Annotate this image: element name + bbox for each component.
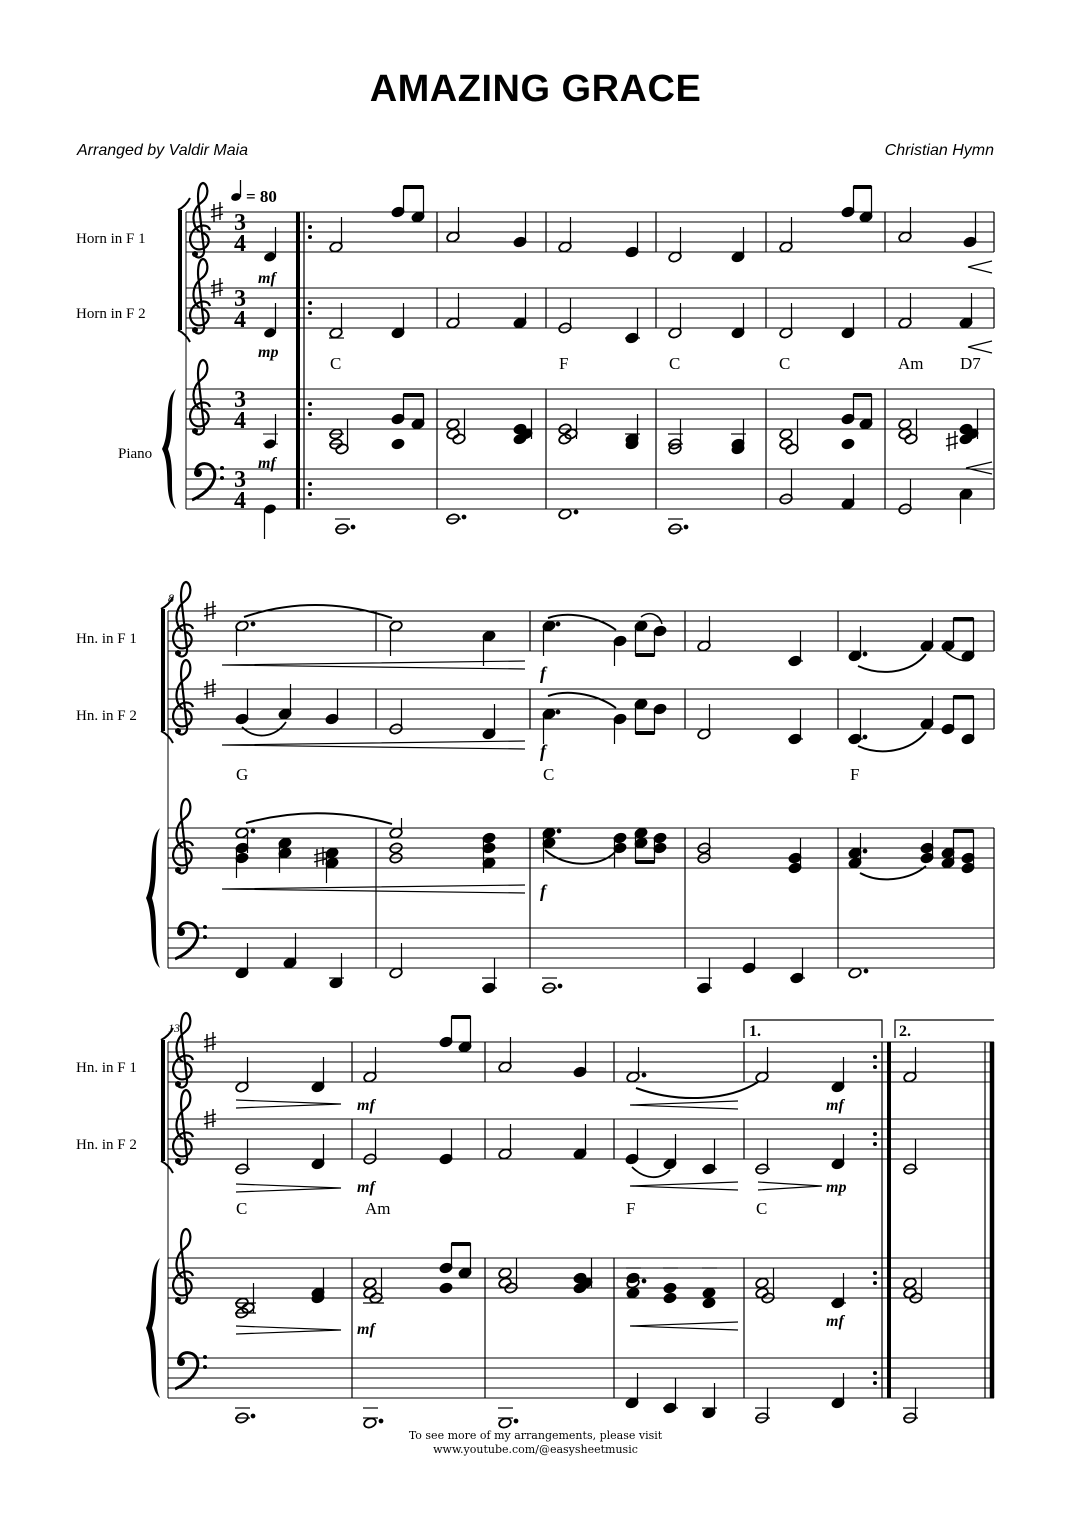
bracket-horns bbox=[178, 198, 190, 342]
svg-text:4: 4 bbox=[234, 488, 246, 514]
repeat-end bbox=[873, 1042, 889, 1398]
dynamic-horn2-sys2: f bbox=[540, 741, 546, 761]
svg-text:3: 3 bbox=[234, 210, 246, 236]
label-horn1-short: Hn. in F 1 bbox=[76, 631, 137, 647]
arranger-credit: Arranged by Valdir Maia bbox=[77, 142, 249, 159]
footer bbox=[0, 1429, 1071, 1457]
notes-piano-treble-1 bbox=[329, 394, 992, 474]
notes-piano-bass-3 bbox=[235, 1373, 918, 1429]
dynamic-piano-b: mf bbox=[826, 1313, 844, 1330]
svg-text:D7: D7 bbox=[960, 354, 981, 373]
notes-piano-bass-2 bbox=[235, 933, 868, 994]
measure-number-13: 13 bbox=[168, 1021, 180, 1035]
notes-piano-treble-2 bbox=[222, 813, 975, 893]
label-piano: Piano bbox=[118, 446, 153, 462]
svg-text:C: C bbox=[756, 1199, 768, 1218]
staff-horn2 bbox=[186, 288, 994, 328]
svg-text:3: 3 bbox=[234, 286, 246, 312]
label-horn2: Horn in F 2 bbox=[76, 306, 146, 322]
dynamic-horn1: mf bbox=[258, 270, 276, 287]
svg-text:3: 3 bbox=[234, 467, 246, 493]
svg-text:F: F bbox=[626, 1199, 636, 1218]
label-horn2-short: Hn. in F 2 bbox=[76, 708, 137, 724]
dynamic-horn1-a: mf bbox=[357, 1097, 375, 1114]
svg-text:4: 4 bbox=[234, 307, 246, 333]
svg-text:C: C bbox=[543, 765, 555, 784]
footer-line-1: To see more of my arrangements, please visit bbox=[408, 1429, 663, 1442]
dynamic-horn2-a: mf bbox=[357, 1179, 375, 1196]
label-horn2-short-3: Hn. in F 2 bbox=[76, 1137, 137, 1153]
label-horn1-short-3: Hn. in F 1 bbox=[76, 1060, 137, 1076]
time-signature bbox=[234, 210, 246, 514]
system-3 bbox=[76, 1013, 994, 1429]
svg-text:C: C bbox=[669, 354, 681, 373]
svg-text:3: 3 bbox=[234, 387, 246, 413]
chord-symbols-3 bbox=[236, 1199, 767, 1218]
dynamic-piano-sys2: f bbox=[540, 881, 546, 901]
svg-text:Am: Am bbox=[898, 354, 924, 373]
system-1 bbox=[76, 180, 994, 539]
composer-credit: Christian Hymn bbox=[884, 142, 994, 159]
svg-text:Am: Am bbox=[365, 1199, 391, 1218]
dynamic-horn2: mp bbox=[258, 344, 279, 361]
dynamic-horn1-sys2: f bbox=[540, 663, 546, 683]
chord-symbols-1 bbox=[330, 354, 981, 373]
svg-text:F: F bbox=[559, 354, 569, 373]
svg-text:C: C bbox=[236, 1199, 248, 1218]
dynamic-horn1-b: mf bbox=[826, 1097, 844, 1114]
volta-2: 2. bbox=[899, 1023, 911, 1040]
measure-number-8: 8 bbox=[168, 591, 174, 605]
dynamic-piano: mf bbox=[258, 455, 276, 472]
volta-brackets bbox=[744, 1020, 994, 1038]
volta-1: 1. bbox=[749, 1023, 761, 1040]
chord-symbols-2 bbox=[236, 765, 859, 784]
staff-horn1 bbox=[186, 212, 994, 252]
notes-horn1-sys2 bbox=[222, 605, 975, 672]
footer-link[interactable]: www.youtube.com/@easysheetmusic bbox=[433, 1443, 638, 1456]
dynamic-piano-a: mf bbox=[357, 1321, 375, 1338]
notes-horn2 bbox=[329, 293, 992, 353]
notes-horn1 bbox=[329, 186, 992, 273]
tempo-text: = 80 bbox=[246, 187, 277, 206]
final-barline bbox=[985, 1042, 992, 1398]
svg-text:F: F bbox=[850, 765, 860, 784]
tempo-marking bbox=[230, 180, 277, 206]
page-title: AMAZING GRACE bbox=[369, 68, 702, 110]
notes-horn2-sys2 bbox=[222, 684, 975, 751]
svg-text:C: C bbox=[779, 354, 791, 373]
brace-piano bbox=[162, 389, 176, 509]
svg-text:4: 4 bbox=[234, 408, 246, 434]
dynamic-horn2-b: mp bbox=[826, 1179, 847, 1196]
notes-horn2-sys3 bbox=[235, 1124, 918, 1192]
svg-text:4: 4 bbox=[234, 231, 246, 257]
staff-piano-bass bbox=[186, 469, 994, 509]
svg-text:C: C bbox=[330, 354, 342, 373]
svg-text:G: G bbox=[236, 765, 249, 784]
staff-piano-treble bbox=[186, 389, 994, 429]
system-2 bbox=[76, 582, 994, 994]
label-horn1: Horn in F 1 bbox=[76, 231, 146, 247]
repeat-start bbox=[298, 212, 312, 509]
